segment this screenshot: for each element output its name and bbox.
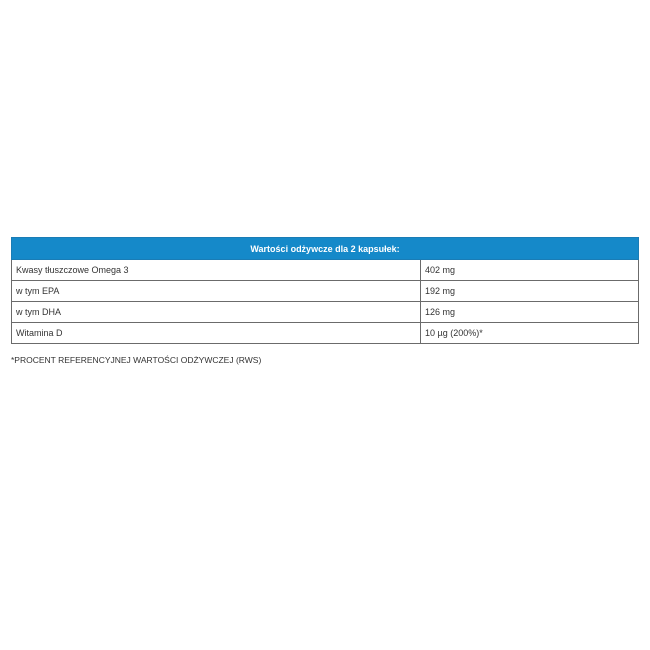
table-row <box>12 281 639 302</box>
table-row <box>12 302 639 323</box>
nutrient-value: 192 mg <box>421 281 639 302</box>
footnote: *PROCENT REFERENCYJNEJ WARTOŚCI ODŻYWCZEJ (RWS) <box>11 355 262 365</box>
nutrient-name: w tym DHA <box>12 302 421 323</box>
table-row <box>12 323 639 344</box>
nutrition-table <box>11 237 639 344</box>
nutrient-value: 126 mg <box>421 302 639 323</box>
table-header-row <box>12 238 639 260</box>
table-row <box>12 260 639 281</box>
nutrient-name: Kwasy tłuszczowe Omega 3 <box>12 260 421 281</box>
nutrient-name: Witamina D <box>12 323 421 344</box>
nutrient-value: 402 mg <box>421 260 639 281</box>
nutrient-name: w tym EPA <box>12 281 421 302</box>
table-header: Wartości odżywcze dla 2 kapsułek: <box>12 238 639 260</box>
nutrient-value: 10 µg (200%)* <box>421 323 639 344</box>
nutrition-facts <box>11 237 638 344</box>
